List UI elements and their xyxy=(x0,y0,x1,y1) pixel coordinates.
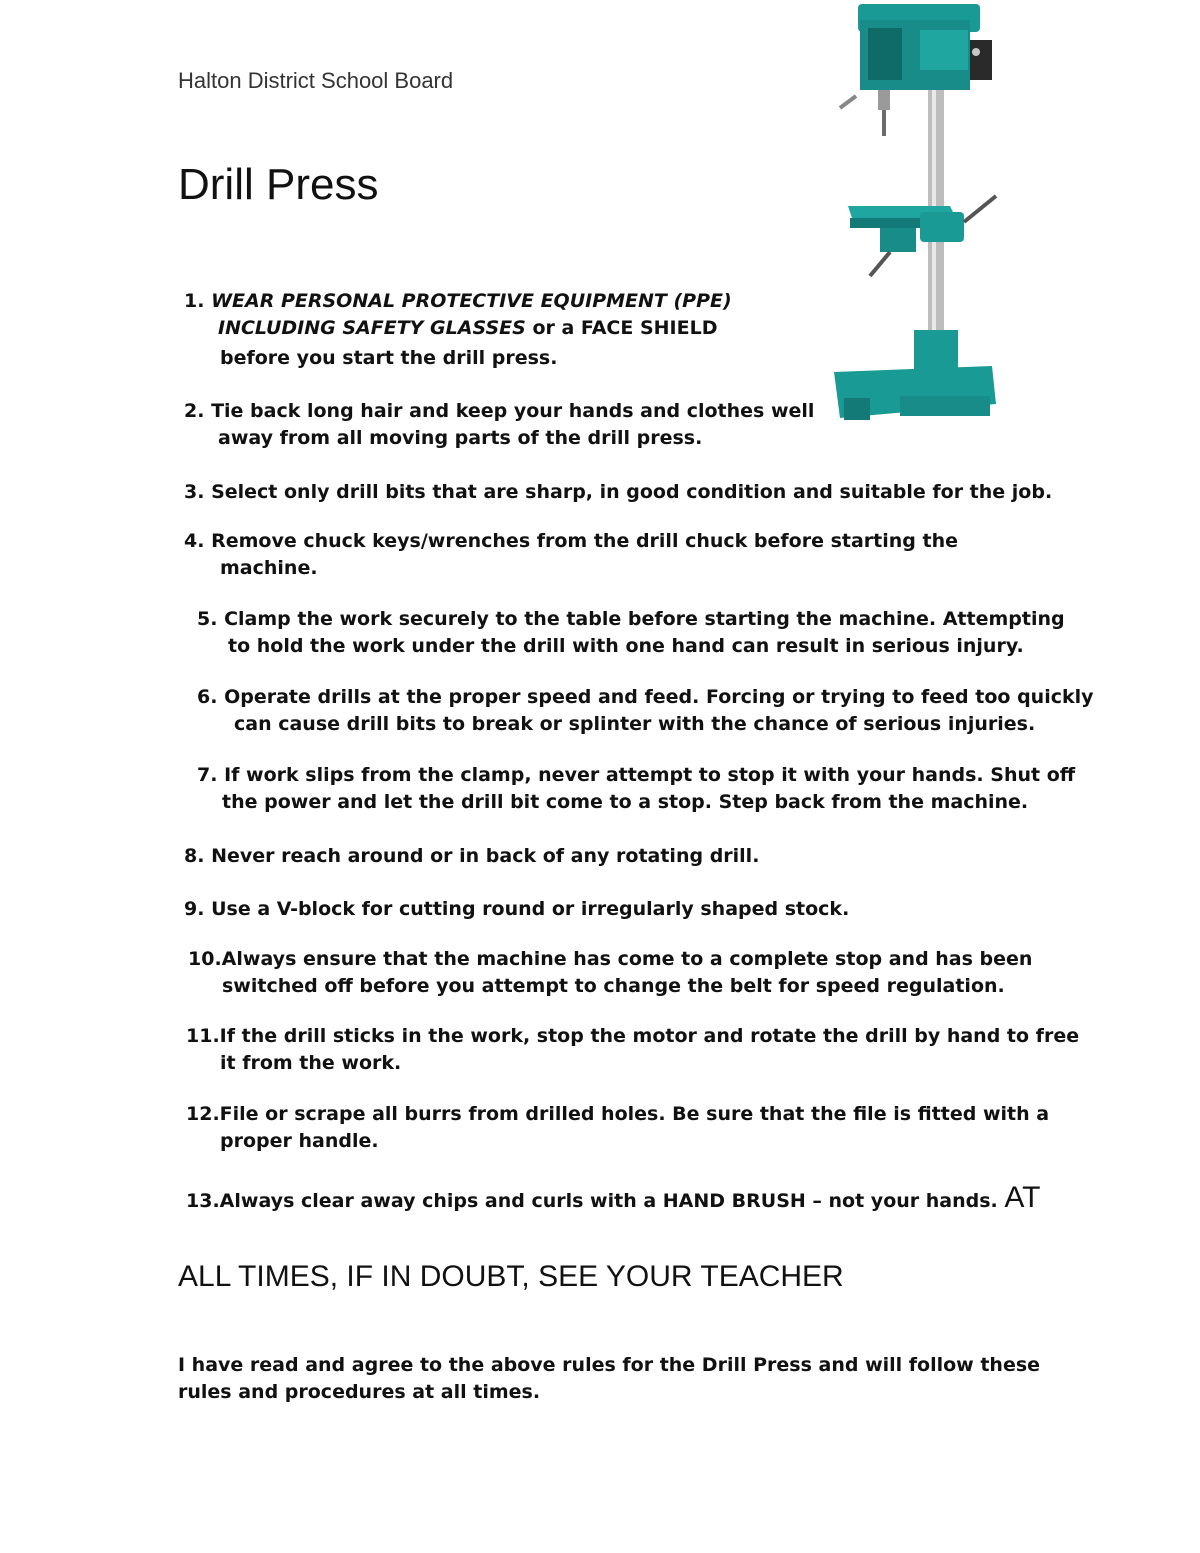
drill-press-image xyxy=(820,0,1010,435)
rule-text: the power and let the drill bit come to a stop. Step back from the machine. xyxy=(222,791,1029,813)
rule-number: 9. xyxy=(184,898,205,920)
rule-1 xyxy=(0,288,732,372)
rule-text: Remove chuck keys/wrenches from the drill chuck before starting the xyxy=(211,530,958,552)
rule-3 xyxy=(0,479,1052,506)
rule-text: away from all moving parts of the drill press. xyxy=(218,427,703,449)
rule-text: Tie back long hair and keep your hands and clothes well xyxy=(211,400,815,422)
rule-11 xyxy=(0,1023,1079,1077)
rule-text: or a FACE SHIELD xyxy=(532,317,718,339)
rule-number: 12. xyxy=(186,1103,220,1125)
rule-text: before you start the drill press. xyxy=(220,347,558,369)
rule-7 xyxy=(0,762,1075,816)
rule-number: 6. xyxy=(197,686,218,708)
rule-text: Always ensure that the machine has come to a complete stop and has been xyxy=(221,948,1033,970)
rule-number: 2. xyxy=(184,400,205,422)
rule-12 xyxy=(0,1101,1049,1155)
page-title: Drill Press xyxy=(178,160,379,209)
rule-text: If work slips from the clamp, never attempt to stop it with your hands. Shut off xyxy=(224,764,1076,786)
agreement-statement: I have read and agree to the above rules for the Drill Press and will follow these rules and procedures at all times. xyxy=(178,1354,1041,1403)
rule-number: 8. xyxy=(184,845,205,867)
rule-13 xyxy=(0,1181,1041,1215)
rule-text: If the drill sticks in the work, stop the motor and rotate the drill by hand to free xyxy=(219,1025,1080,1047)
rule-number: 7. xyxy=(197,764,218,786)
rule-text: Operate drills at the proper speed and feed. Forcing or trying to feed too quickly xyxy=(224,686,1094,708)
rule-number: 13. xyxy=(186,1190,220,1212)
rule-text: machine. xyxy=(220,557,318,579)
rule-number: 1. xyxy=(184,290,205,312)
rule-text: Always clear away chips and curls with a HAND BRUSH – not your hands. xyxy=(219,1190,998,1212)
rule-number: 3. xyxy=(184,481,205,503)
rule-6 xyxy=(0,684,1094,738)
rule-text: switched off before you attempt to change the belt for speed regulation. xyxy=(222,975,1005,997)
rule-text: Clamp the work securely to the table before starting the machine. Attempting xyxy=(224,608,1065,630)
rule-text: to hold the work under the drill with one hand can result in serious injury. xyxy=(228,635,1024,657)
rule-text: Select only drill bits that are sharp, in good condition and suitable for the job. xyxy=(211,481,1053,503)
teacher-notice: ALL TIMES, IF IN DOUBT, SEE YOUR TEACHER xyxy=(178,1260,844,1293)
rule-4 xyxy=(0,528,958,582)
rule-10 xyxy=(0,946,1032,1000)
organization-name: Halton District School Board xyxy=(178,68,454,93)
rule-text: proper handle. xyxy=(220,1130,379,1152)
rule-text: it from the work. xyxy=(220,1052,402,1074)
rule-text-continuation: AT xyxy=(1004,1181,1041,1214)
rule-number: 11. xyxy=(186,1025,220,1047)
rule-text: Never reach around or in back of any rotating drill. xyxy=(211,845,760,867)
rule-8 xyxy=(0,843,759,870)
rule-text: can cause drill bits to break or splinter with the chance of serious injuries. xyxy=(234,713,1036,735)
rule-2 xyxy=(0,398,814,452)
rule-number: 4. xyxy=(184,530,205,552)
rule-number: 10. xyxy=(188,948,222,970)
rule-text: WEAR PERSONAL PROTECTIVE EQUIPMENT (PPE) xyxy=(211,290,732,312)
rule-5 xyxy=(0,606,1065,660)
rule-number: 5. xyxy=(197,608,218,630)
rule-9 xyxy=(0,896,849,923)
rule-text: File or scrape all burrs from drilled holes. Be sure that the file is fitted with a xyxy=(219,1103,1050,1125)
rule-text: Use a V-block for cutting round or irregularly shaped stock. xyxy=(211,898,850,920)
rule-text: INCLUDING SAFETY GLASSES xyxy=(218,317,526,339)
